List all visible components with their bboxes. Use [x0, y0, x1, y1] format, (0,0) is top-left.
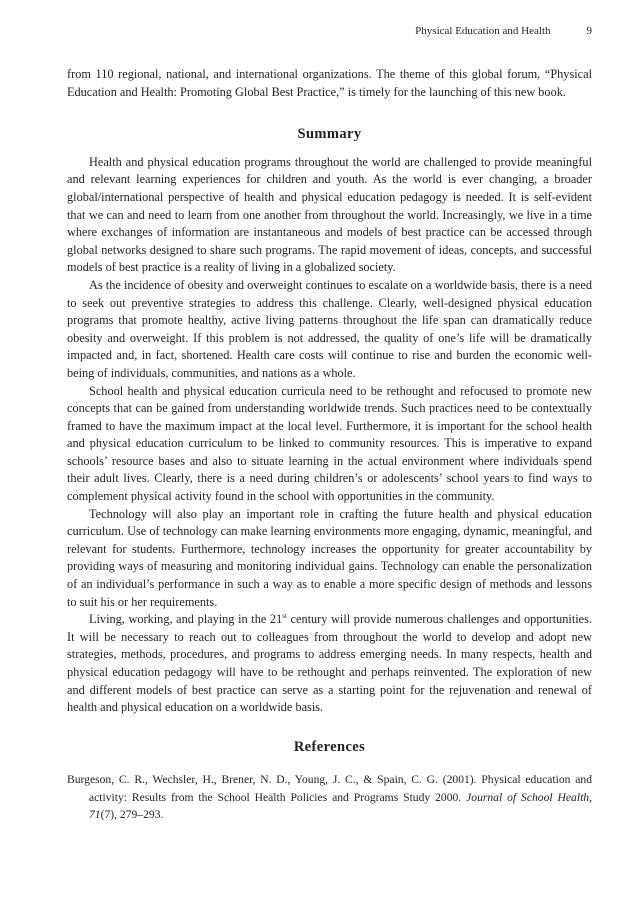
summary-paragraph-1: Health and physical education programs throughout the world are challenged to provide meaningful and relevant learning experiences for children and youth. As the world is ever changing, a broader global/international perspective of health and physical education pedagogy is needed. It is self-evident that we can and need to learn from one another from throughout the world. Increasingly, we live in a time where exchanges of information are instantaneous and models of best practice can be accessed through global networks designed to share such programs. The rapid movement of ideas, concepts, and successful models of best practice is a reality of living in a globalized society. [67, 154, 592, 275]
reference-journal: Journal of School Health, [466, 790, 592, 804]
summary-paragraph-4: Technology will also play an important role in crafting the future health and physical education curriculum. Use of technology can make learning environments more engaging, dynamic, meaningful, and relevant for students. Furthermore, technology increases the opportunity for greater accountability by providing ways of measuring and monitoring individual gains. Technology can enable the personalization of an individual’s performance in such a way as to enable a more specific design of methods and lessons to suit his or her requirements. [67, 506, 592, 609]
opening-paragraph: from 110 regional, national, and international organizations. The theme of this global forum, “Physical Education and Health: Promoting Global Best Practice,” is timely for the launching of this new book. [67, 67, 592, 99]
reference-issue-pages: (7), 279–293. [100, 807, 164, 821]
references-heading: References [293, 738, 366, 755]
summary-heading: Summary [297, 126, 362, 143]
summary-paragraph-5 [67, 611, 592, 717]
reference-authors-title: Burgeson, C. R., Wechsler, H., Brener, N. D., Young, J. C., & Spain, C. G. (2001). Physical education and activity: Results from the School Health Policies and Programs Study 2000. [67, 773, 592, 804]
body-text [67, 66, 592, 823]
running-head [415, 25, 592, 37]
running-head-title: Physical Education and Health [415, 25, 551, 37]
page-number: 9 [586, 25, 592, 37]
summary-paragraph-5-start: Living, working, and playing in the 21 [89, 612, 283, 627]
summary-paragraph-3: School health and physical education curricula need to be rethought and refocused to promote new concepts that can be gained from understanding worldwide trends. Such practices need to be contextually framed to have the maximum impact at the local level. Furthermore, it is important for the school health and physical education curriculum to be linked to community resources. This is imperative to expand schools’ resource bases and also to situate learning in the actual environment where individuals spend their adult lives. Clearly, there is a need during children’s or adolescents’ school years to find ways to complement physical activity found in the school with opportunities in the community. [67, 383, 592, 504]
reference-item [67, 771, 592, 823]
ordinal-superscript: st [282, 612, 287, 621]
summary-paragraph-2: As the incidence of obesity and overweight continues to escalate on a worldwide basis, there is a need to seek out preventive strategies to address this challenge. Clearly, well-designed physical education programs that promote healthy, active living patterns throughout the life span can dramatically reduce obesity and overweight. If this problem is not addressed, the quality of one’s life will be dramatically impacted and, in fact, shortened. Health care costs will continue to rise and burden the economic well-being of individuals, communities, and nations as a whole. [67, 277, 592, 380]
summary-paragraph-5-end: century will provide numerous challenges and opportunities. It will be necessary to reach out to colleagues from throughout the world to develop and adopt new strategies, methods, procedures, and programs to address emerging needs. In many respects, health and physical education pedagogy will have to be rethought and perhaps reinvented. The exploration of new and different models of best practice can serve as a starting point for the rejuvenation and renewal of health and physical education on a worldwide basis. [67, 612, 592, 715]
reference-volume: 71 [89, 807, 101, 821]
